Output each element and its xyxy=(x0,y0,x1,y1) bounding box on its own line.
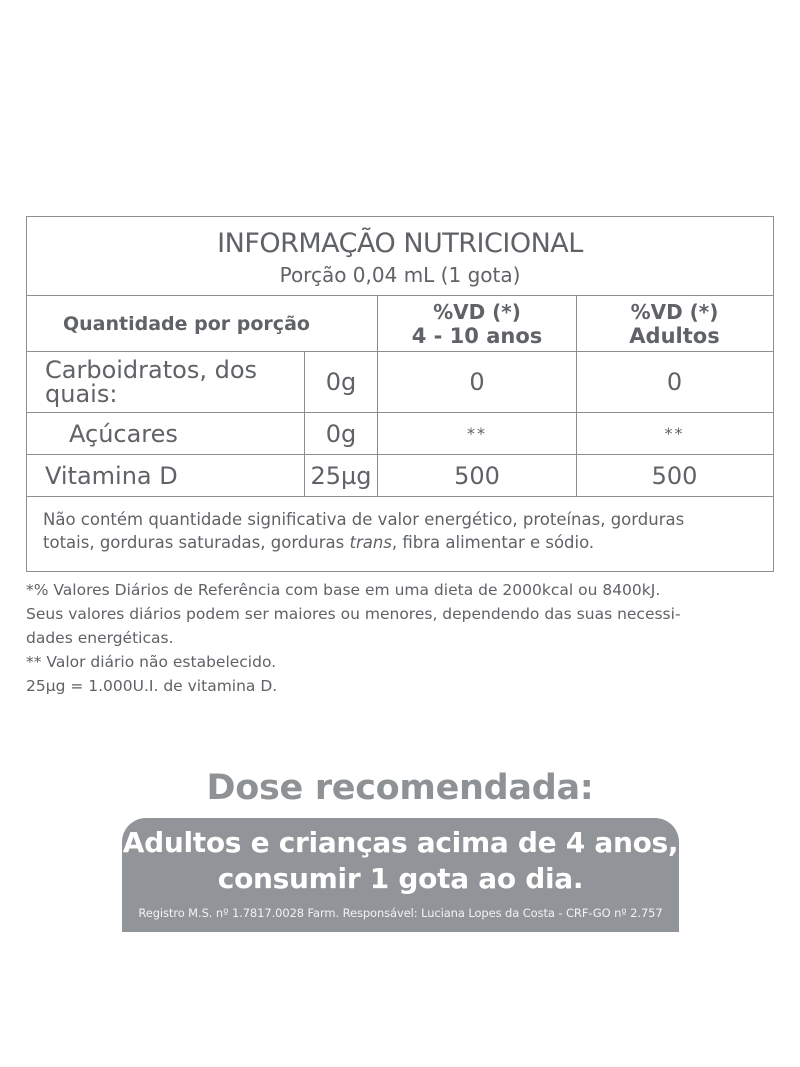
nutrient-name-line1: Carboidratos, dos xyxy=(45,356,258,384)
nutrient-name: Vitamina D xyxy=(45,461,178,490)
portion-size: Porção 0,04 mL (1 gota) xyxy=(279,263,521,287)
footnote-line: ** Valor diário não estabelecido. xyxy=(26,653,277,671)
table-row xyxy=(27,455,773,497)
table-note xyxy=(27,497,773,571)
note-text: totais, gorduras saturadas, gorduras xyxy=(43,533,350,552)
footnotes xyxy=(26,578,786,698)
vd-adults-value: ** xyxy=(576,413,772,454)
vd-adults-header xyxy=(576,296,772,351)
nutrient-quantity: 0g xyxy=(304,413,377,454)
vd-children-value: 0 xyxy=(377,352,576,412)
table-row xyxy=(27,352,773,413)
table-header xyxy=(27,217,773,296)
nutrient-quantity: 0g xyxy=(304,352,377,412)
note-italic-text: trans xyxy=(349,533,392,552)
dose-title: Dose recomendada: xyxy=(206,768,594,808)
vd-adults-value: 0 xyxy=(576,352,772,412)
vd-adults-age: Adultos xyxy=(629,323,720,348)
table-title: INFORMAÇÃO NUTRICIONAL xyxy=(217,228,583,259)
note-line-2 xyxy=(43,531,757,554)
vd-children-header xyxy=(377,296,576,351)
vd-children-value: ** xyxy=(377,413,576,454)
vd-adults-label: %VD (*) xyxy=(630,299,719,324)
nutrition-facts-table xyxy=(26,216,774,572)
footnote-line: dades energéticas. xyxy=(26,629,174,647)
vd-children-age: 4 - 10 anos xyxy=(411,323,543,348)
registration-text: Registro M.S. nº 1.7817.0028 Farm. Responsável: Luciana Lopes da Costa - CRF-GO nº 2.757 xyxy=(138,906,663,920)
nutrient-name-line2: quais: xyxy=(45,380,118,408)
note-text: , fibra alimentar e sódio. xyxy=(391,533,595,552)
vd-children-label: %VD (*) xyxy=(433,299,521,324)
nutrient-name xyxy=(27,352,304,412)
note-line-1: Não contém quantidade significativa de valor energético, proteínas, gorduras xyxy=(43,510,685,529)
dose-line-2: consumir 1 gota ao dia. xyxy=(217,862,584,895)
column-header-row xyxy=(27,296,773,352)
footnote-line: Seus valores diários podem ser maiores ou menores, dependendo das suas necessi- xyxy=(26,605,681,623)
vd-children-value: 500 xyxy=(377,455,576,496)
vd-adults-value: 500 xyxy=(576,455,772,496)
table-row xyxy=(27,413,773,455)
nutrient-name: Açúcares xyxy=(69,419,178,448)
nutrient-quantity: 25µg xyxy=(304,455,377,496)
footnote-line: 25µg = 1.000U.I. de vitamina D. xyxy=(26,677,278,695)
dose-box xyxy=(122,818,679,932)
footnote-line: *% Valores Diários de Referência com base em uma dieta de 2000kcal ou 8400kJ. xyxy=(26,581,661,599)
quantity-per-portion-label: Quantidade por porção xyxy=(63,312,310,335)
dose-line-1: Adultos e crianças acima de 4 anos, xyxy=(122,826,679,859)
